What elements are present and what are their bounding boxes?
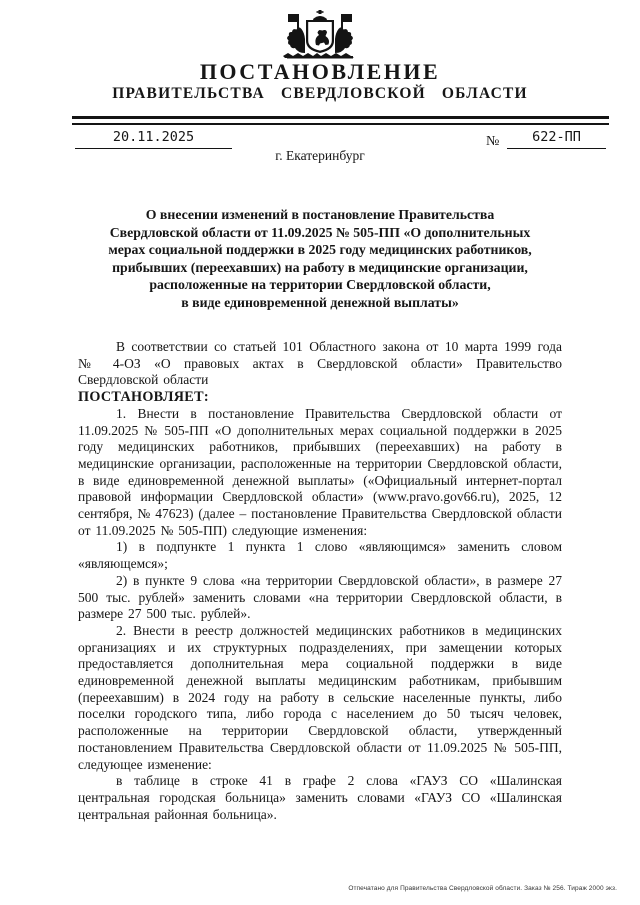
header-divider bbox=[72, 116, 609, 125]
title-line: прибывших (переехавших) на работу в медицинские организации, bbox=[112, 259, 528, 275]
city-line: г. Екатеринбург bbox=[275, 148, 365, 163]
title-line: в виде единовременной денежной выплаты» bbox=[181, 294, 459, 310]
paragraph-item-1: 1. Внести в постановление Правительства Свердловской области от 11.09.2025 № 505-ПП «О дополнительных мерах социальной поддержки в 2025 году медицинских работников, прибывших (переехавших) на работу в медицинские организации, расположенные на территории Свердловской области, в виде единовременной денежной выплаты» («Официальный интернет-портал правовой информации Свердловской области» (www.pravo.gov66.ru), 2025, 12 сентября, № 47623) (далее – постановление Правительства Свердловской области от 11.09.2025 № 505-ПП) следующие изменения: bbox=[78, 405, 562, 538]
title-line: Свердловской области от 11.09.2025 № 505-ПП «О дополнительных bbox=[109, 224, 531, 240]
number-sign: № bbox=[486, 134, 500, 149]
paragraph-subitem-1: 1) в подпункте 1 пункта 1 слово «являющимся» заменить словом «являющемся»; bbox=[78, 539, 562, 572]
paragraph-item-2: 2. Внести в реестр должностей медицинских работников в медицинских организациях и их структурных подразделениях, при замещении которых предоставляется дополнительная мера социальной поддержки в виде единовременной денежной выплаты медицинским работникам, прибывшим (переехавшим) в 2024 году на работу в сельские населенные пункты, либо поселки городского типа, либо города с населением до 50 тысяч человек, расположенные на территории Свердловской области, утвержденный постановлением Правительства Свердловской области от 11.09.2025 № 505-ПП, следующее изменение: bbox=[78, 622, 562, 772]
paragraph-subitem-2: 2) в пункте 9 слова «на территории Свердловской области», в размере 27 500 тыс. рублей» заменить словами «на территории Свердловской области, в размере 27 500 тыс. рублей». bbox=[78, 572, 562, 622]
date-field: 20.11.2025 bbox=[75, 129, 232, 149]
paragraph-table-amendment: в таблице в строке 41 в графе 2 слова «ГАУЗ СО «Шалинская центральная городская больница» заменить словами «ГАУЗ СО «Шалинская центральная районная больница». bbox=[78, 773, 562, 822]
title-line: расположенные на территории Свердловской области, bbox=[149, 277, 491, 293]
resolves-heading: ПОСТАНОВЛЯЕТ: bbox=[78, 389, 209, 406]
authority-heading: ПРАВИТЕЛЬСТВА СВЕРДЛОВСКОЙ ОБЛАСТИ bbox=[112, 85, 528, 102]
print-note: Отпечатано для Правительства Свердловской области. Заказ № 256. Тираж 2000 экз. bbox=[348, 885, 617, 892]
document-type-heading: ПОСТАНОВЛЕНИЕ bbox=[199, 59, 441, 84]
document-title bbox=[60, 206, 580, 312]
paragraph-preamble: В соответствии со статьей 101 Областного закона от 10 марта 1999 года № 4-ОЗ «О правовых актах в Свердловской области» Правительство Свердловской области bbox=[78, 339, 562, 388]
document-number-field: 622-ПП bbox=[507, 129, 606, 149]
coat-of-arms-icon bbox=[275, 9, 365, 61]
title-line: мерах социальной поддержки в 2025 году медицинских работников, bbox=[108, 242, 532, 258]
title-line: О внесении изменений в постановление Правительства bbox=[145, 207, 495, 222]
document-body bbox=[78, 339, 562, 823]
